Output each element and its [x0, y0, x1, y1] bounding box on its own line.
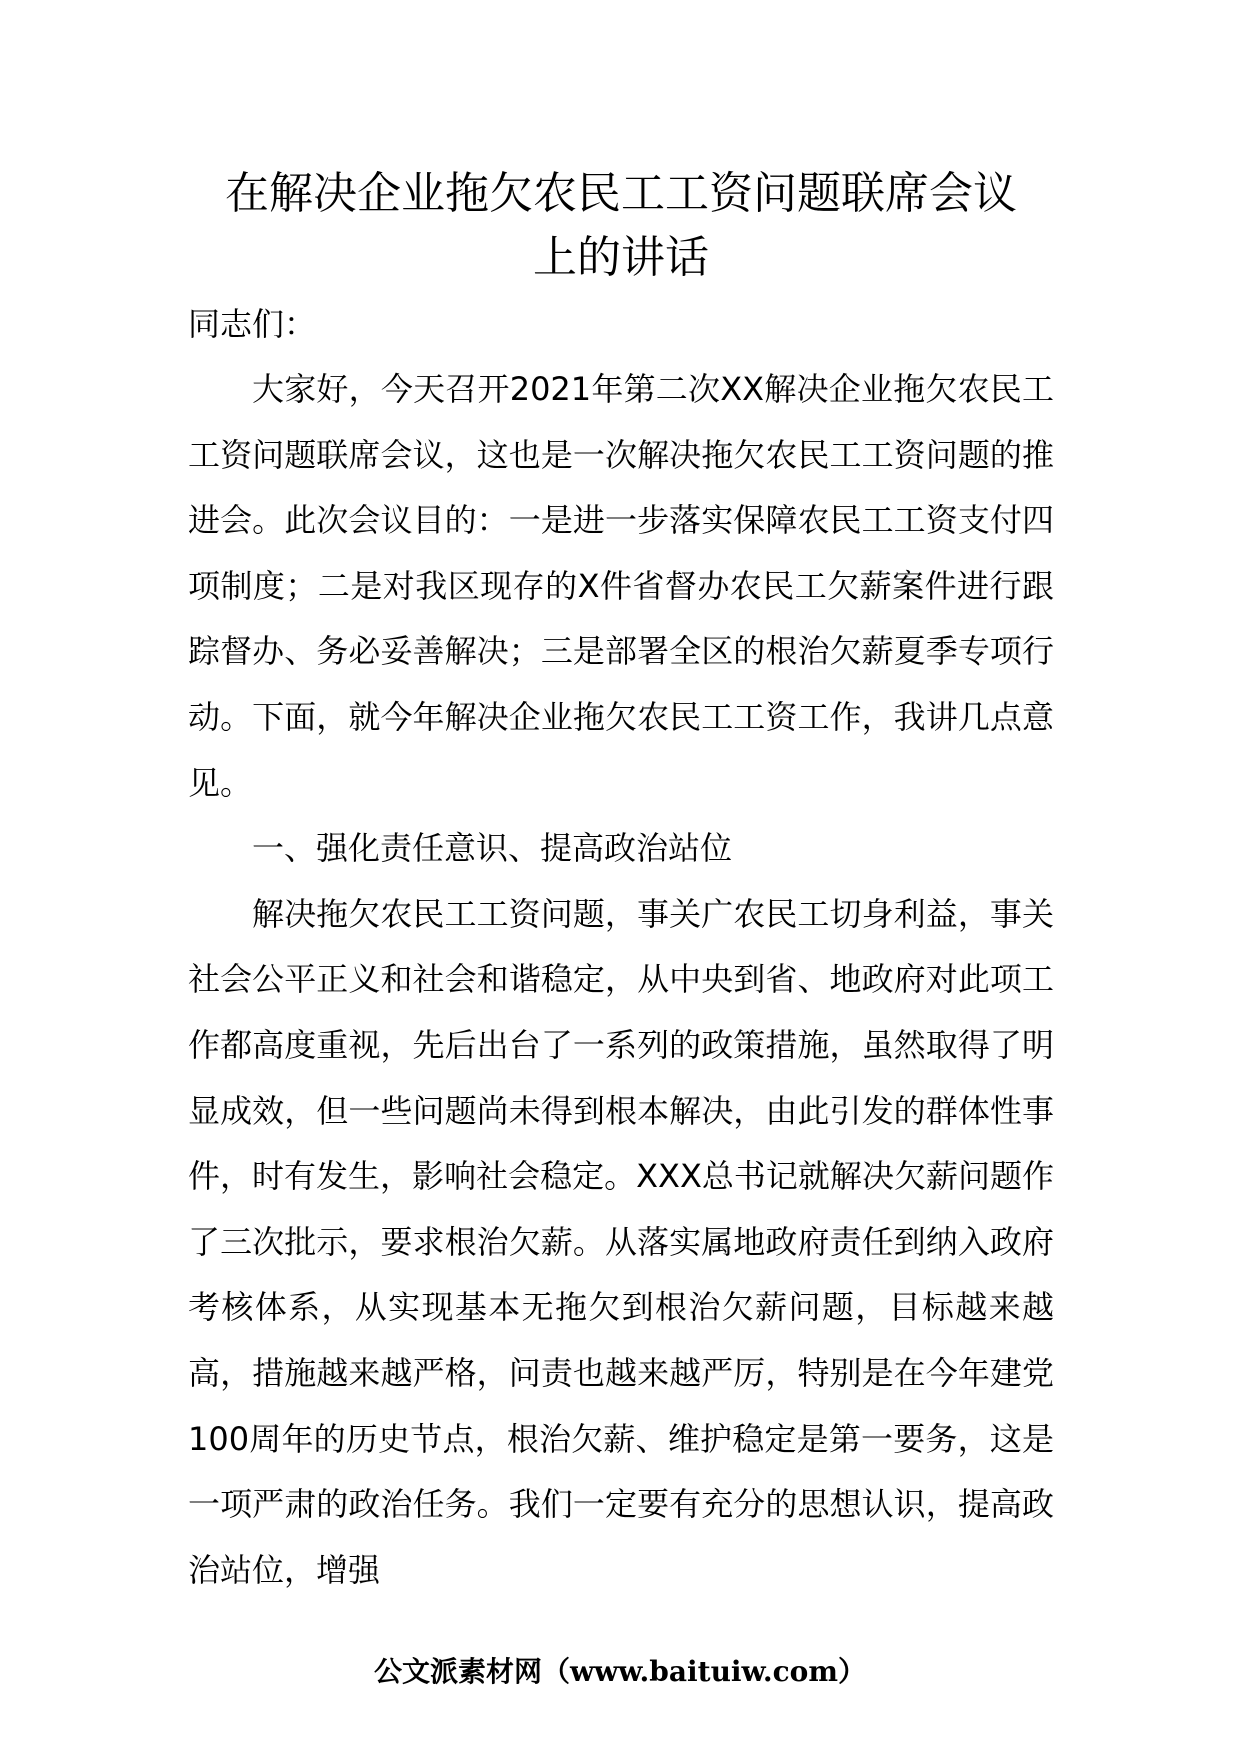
section-paragraph: 解决拖欠农民工工资问题，事关广农民工切身利益，事关社会公平正义和社会和谐稳定，从中央到省、地政府对此项工作都高度重视，先后出台了一系列的政策措施，虽然取得了明显成效，但一些问题尚未得到根本解决，由此引发的群体性事件，时有发生，影响社会稳定。XXX总书记就解决欠薪问题作了三次批示，要求根治欠薪。从落实属地政府责任到纳入政府考核体系，从实现基本无拖欠到根治欠薪问题，目标越来越高，措施越来越严格，问责也越来越严厉，特别是在今年建党100周年的历史节点，根治欠薪、维护稳定是第一要务，这是一项严肃的政治任务。我们一定要有充分的思想认识，提高政治站位，增强 — [188, 894, 1054, 1589]
title-line-1: 在解决企业拖欠农民工工资问题联席会议 — [225, 168, 1017, 219]
footer-watermark: 公文派素材网（www.baituiw.com） — [374, 1655, 866, 1688]
title-line-2: 上的讲话 — [533, 232, 709, 283]
document-title — [188, 162, 1054, 290]
document-body — [188, 162, 1054, 1603]
section-heading: 一、强化责任意识、提高政治站位 — [252, 829, 733, 868]
intro-paragraph: 大家好，今天召开2021年第二次XX解决企业拖欠农民工工资问题联席会议，这也是一次解决拖欠农民工工资问题的推进会。此次会议目的：一是进一步落实保障农民工工资支付四项制度；二是对我区现存的X件省督办农民工欠薪案件进行跟踪督办、务必妥善解决；三是部署全区的根治欠薪夏季专项行动。下面，就今年解决企业拖欠农民工工资工作，我讲几点意见。 — [188, 370, 1054, 802]
greeting: 同志们： — [188, 305, 317, 343]
